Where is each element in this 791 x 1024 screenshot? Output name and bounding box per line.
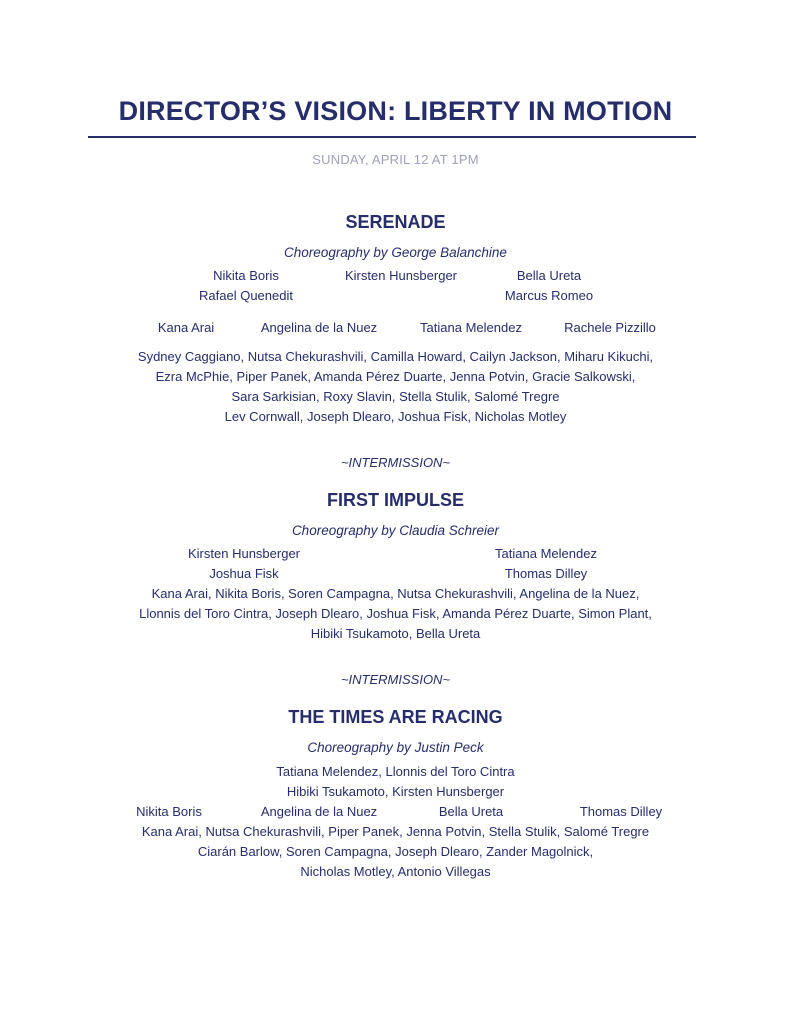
cast-name: Bella Ureta [516, 268, 582, 283]
cast-name: Joshua Fisk [209, 566, 279, 581]
cast-name: Kirsten Hunsberger [188, 546, 300, 561]
cast-name: Thomas Dilley [579, 804, 663, 819]
ensemble-line: Ezra McPhie, Piper Panek, Amanda Pérez Duarte, Jenna Potvin, Gracie Salkowski, [155, 369, 636, 384]
ensemble-line: Ciarán Barlow, Soren Campagna, Joseph Dlearo, Zander Magolnick, [197, 844, 594, 859]
cast-name: Angelina de la Nuez [260, 320, 378, 335]
cast-name: Marcus Romeo [504, 288, 594, 303]
cast-name: Tatiana Melendez [420, 320, 522, 335]
cast-name: Rachele Pizzillo [564, 320, 656, 335]
cast-name: Bella Ureta [438, 804, 504, 819]
intermission-label: ~INTERMISSION~ [340, 455, 451, 470]
ensemble-line: Nicholas Motley, Antonio Villegas [300, 864, 491, 879]
lead-line: Hibiki Tsukamoto, Kirsten Hunsberger [286, 784, 505, 799]
choreography-credit: Choreography by George Balanchine [284, 245, 507, 260]
ballet-title: FIRST IMPULSE [326, 490, 464, 510]
ensemble-line: Kana Arai, Nikita Boris, Soren Campagna, Nutsa Chekurashvili, Angelina de la Nuez, [151, 586, 640, 601]
cast-name: Angelina de la Nuez [260, 804, 378, 819]
choreography-credit: Choreography by Justin Peck [307, 740, 484, 755]
ensemble-line: Llonnis del Toro Cintra, Joseph Dlearo, Joshua Fisk, Amanda Pérez Duarte, Simon Plant, [139, 606, 652, 621]
ballet-title: THE TIMES ARE RACING [288, 707, 503, 727]
cast-name: Rafael Quenedit [199, 288, 293, 303]
ensemble-line: Hibiki Tsukamoto, Bella Ureta [310, 626, 481, 641]
lead-line: Tatiana Melendez, Llonnis del Toro Cintra [276, 764, 515, 779]
ensemble-line: Kana Arai, Nutsa Chekurashvili, Piper Panek, Jenna Potvin, Stella Stulik, Salomé Tregre [141, 824, 650, 839]
cast-name: Tatiana Melendez [495, 546, 597, 561]
title-divider [88, 136, 696, 138]
cast-name: Kirsten Hunsberger [345, 268, 457, 283]
intermission-label: ~INTERMISSION~ [340, 672, 451, 687]
cast-name: Thomas Dilley [504, 566, 588, 581]
cast-name: Nikita Boris [136, 804, 202, 819]
cast-name: Nikita Boris [213, 268, 279, 283]
performance-date: SUNDAY, APRIL 12 AT 1PM [312, 152, 479, 167]
ensemble-line: Sydney Caggiano, Nutsa Chekurashvili, Camilla Howard, Cailyn Jackson, Miharu Kikuchi, [137, 349, 654, 364]
cast-name: Kana Arai [157, 320, 215, 335]
page-title: DIRECTOR’S VISION: LIBERTY IN MOTION [118, 96, 673, 126]
ensemble-line: Sara Sarkisian, Roxy Slavin, Stella Stulik, Salomé Tregre [231, 389, 560, 404]
choreography-credit: Choreography by Claudia Schreier [291, 523, 500, 538]
ensemble-line: Lev Cornwall, Joseph Dlearo, Joshua Fisk, Nicholas Motley [224, 409, 567, 424]
ballet-title: SERENADE [345, 212, 446, 232]
